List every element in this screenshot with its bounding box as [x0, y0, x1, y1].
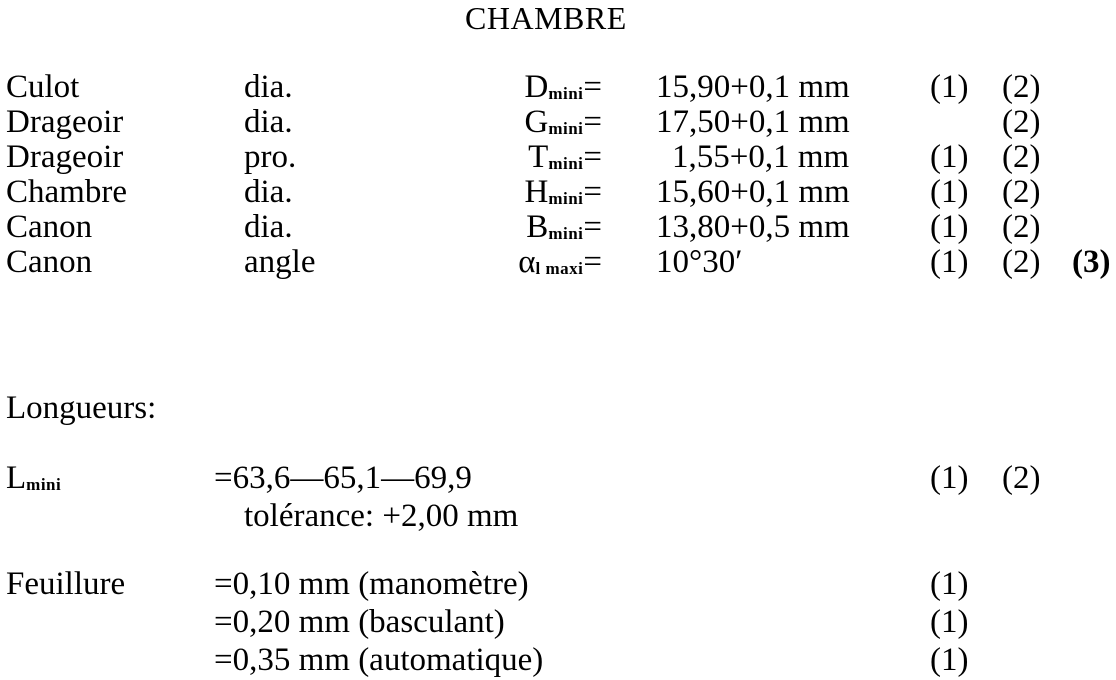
l-symbol-label [6, 462, 61, 495]
equals-sign: = [583, 244, 602, 280]
symbol: G [524, 104, 549, 140]
symbol-label [524, 71, 602, 104]
part-label: Canon [6, 209, 93, 245]
part-label: Culot [6, 69, 80, 105]
note-2: (2) [1002, 104, 1041, 140]
symbol-subscript: l maxi [535, 259, 584, 278]
tolerance-text: tolérance: +2,00 mm [244, 498, 519, 534]
note-1: (1) [930, 642, 969, 678]
symbol-label [528, 141, 602, 174]
note-2: (2) [1002, 69, 1041, 105]
equals-sign: = [583, 69, 602, 105]
symbol-label [526, 211, 602, 244]
symbol-subscript: mini [548, 224, 584, 243]
symbol: D [524, 69, 549, 105]
part-label: Drageoir [6, 104, 124, 140]
kind-label: dia. [244, 104, 293, 140]
note-1: (1) [930, 174, 969, 210]
value-text: 13,80+0,5 mm [656, 209, 850, 245]
part-label: Drageoir [6, 139, 124, 175]
value-text: 10°30′ [656, 244, 743, 280]
value-text: 1,55+0,1 mm [672, 139, 850, 175]
note-1: (1) [930, 566, 969, 602]
symbol-subscript: mini [548, 154, 584, 173]
value-text: 15,90+0,1 mm [656, 69, 850, 105]
note-1: (1) [930, 139, 969, 175]
equals-sign: = [583, 104, 602, 140]
equals-sign: = [583, 209, 602, 245]
note-2: (2) [1002, 209, 1041, 245]
symbol: H [524, 174, 549, 210]
symbol: B [526, 209, 549, 245]
symbol-label [524, 106, 602, 139]
note-2: (2) [1002, 139, 1041, 175]
symbol-label [524, 176, 602, 209]
longueurs-value: =63,6—65,1—69,9 [214, 460, 472, 496]
note-2: (2) [1002, 460, 1041, 496]
note-1: (1) [930, 69, 969, 105]
feuillure-value: =0,10 mm (manomètre) [214, 566, 529, 602]
kind-label: dia. [244, 174, 293, 210]
note-1: (1) [930, 209, 969, 245]
note-3: (3) [1072, 244, 1111, 280]
symbol: L [6, 460, 27, 496]
longueurs-heading: Longueurs: [6, 390, 157, 426]
kind-label: dia. [244, 209, 293, 245]
note-2: (2) [1002, 244, 1041, 280]
feuillure-value: =0,20 mm (basculant) [214, 604, 505, 640]
symbol-label [518, 246, 602, 279]
part-label: Canon [6, 244, 93, 280]
note-1: (1) [930, 604, 969, 640]
equals-sign: = [583, 139, 602, 175]
symbol-subscript: mini [548, 189, 584, 208]
value-text: 15,60+0,1 mm [656, 174, 850, 210]
page-title: CHAMBRE [465, 0, 627, 36]
note-2: (2) [1002, 174, 1041, 210]
symbol-subscript: mini [548, 119, 584, 138]
feuillure-label: Feuillure [6, 566, 126, 602]
symbol: α [518, 244, 536, 280]
feuillure-value: =0,35 mm (automatique) [214, 642, 544, 678]
note-1: (1) [930, 244, 969, 280]
part-label: Chambre [6, 174, 127, 210]
equals-sign: = [583, 174, 602, 210]
kind-label: pro. [244, 139, 297, 175]
symbol-subscript: mini [26, 475, 62, 494]
kind-label: angle [244, 244, 316, 280]
kind-label: dia. [244, 69, 293, 105]
symbol: T [528, 139, 549, 175]
note-1: (1) [930, 460, 969, 496]
symbol-subscript: mini [548, 84, 584, 103]
value-text: 17,50+0,1 mm [656, 104, 850, 140]
